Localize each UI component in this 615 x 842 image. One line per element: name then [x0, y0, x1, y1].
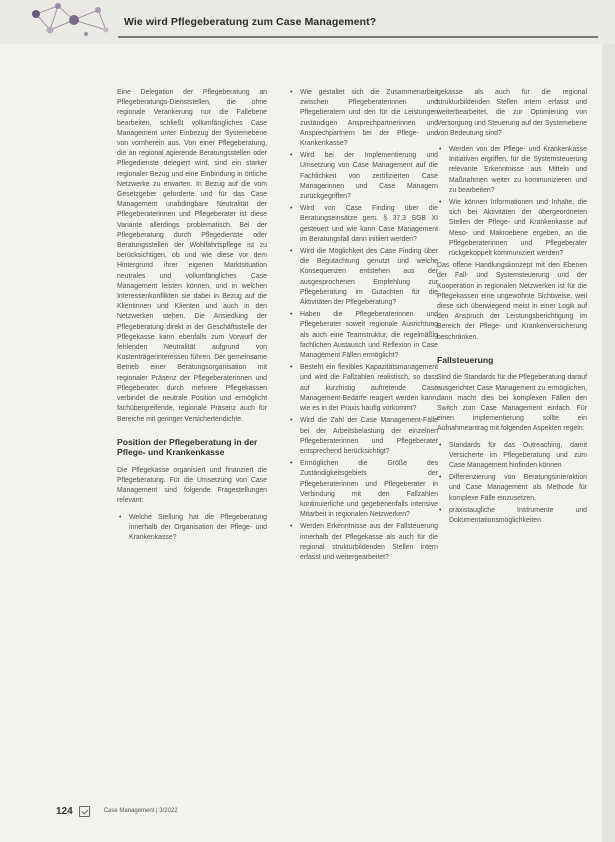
text-column-2 — [288, 88, 438, 565]
journal-logo-icon — [79, 806, 90, 817]
body-paragraph: Das offene Handlungskonzept mit den Ebenen der Fall- und Systemsteuerung und der Kooperation in regionalen Netzwerken ist für die Pflegekassen eine ungewohnte Sichtweise, weil diese sich überwiegend meist in einer Logik auf den Anspruch der Leistungsberichtigung im Bereich der Pflege- und Krankenversicherung beschränken. — [437, 262, 587, 341]
list-item: • Haben die Pflegeberaterinnen und Pflegeberater soweit regionale Ausrichtung als auch eine Teamstruktur, die regelmäßig fachlichen Austausch und Reflexion in Case Management Fällen ermöglicht? — [290, 311, 438, 360]
bullet-icon: • — [119, 513, 122, 521]
bullet-icon: • — [290, 89, 293, 96]
bullet-icon: • — [290, 248, 293, 256]
list-item: • Wird bei der Implementierung und Umsetzung von Case Management auf die Fachlichkeit von zertifizierten Case Managerinnen und Case Managern zurückgegriffen? — [290, 152, 438, 201]
bullet-icon: • — [290, 205, 293, 213]
list-item: • Werden von der Pflege- und Krankenkasse Initiativen ergriffen, für die Systemsteuerung relevante Erkenntnisse aus Mitteln und Maßnahmen weiter zu kommunizieren und zu bearbeiten? — [439, 146, 587, 194]
page-header-title: Wie wird Pflegeberatung zum Case Management? — [124, 16, 377, 28]
list-item: • Wird die Möglichkeit des Case Finding über die Begutachtung genutzt und welche Konsequenzen entstehen aus der ausgesprochenen Empfehlung zur Pflegeberatung im Gutachten für die Aktivitäten der Pflegeberatung? — [290, 248, 438, 307]
bullet-icon: • — [290, 311, 293, 319]
continued-paragraph: gekasse als auch für die regional strukturbildenden Stellen intern erfasst und weiterbearbeitet, die zur Optimierung von Versorgung und Steuerung auf der Systemebene von Bedeutung sind? — [437, 89, 587, 137]
list-item: • Ermöglichen die Größe des Zuständigkeitsgebiets der Pflegeberaterinnen und Pflegeberater in Verbindung mit den Fallzahlen kontinuierliche und gegebenenfalls intensive Mitarbeit in regionalen Netzwerken? — [290, 460, 438, 519]
list-item: • Welche Stellung hat die Pflegeberatung innerhalb der Organisation der Pflege- und Krankenkasse? — [119, 513, 267, 541]
molecule-logo-icon — [28, 0, 112, 42]
bullet-list — [437, 145, 587, 259]
body-paragraph: Sind die Standards für die Pflegeberatung darauf ausgerichtet Case Management zu ermöglichen, dann macht dies bei komplexen Fällen den Switch zum Case Management einfach. Für einen implementierung sollte ein Aufnahmeantrag mit folgenden Aspekten regeln: — [437, 374, 587, 433]
right-margin-band — [602, 44, 615, 842]
header-divider — [118, 36, 598, 38]
journal-name: Case Management | 3/2022 — [103, 808, 178, 814]
bullet-icon: • — [439, 474, 442, 482]
list-item: • Wie gestaltet sich die Zusammenarbeit zwischen Pflegeberaterinnen und Pflegeberatern und den für die Leistungen zuständigen Ansprechpartnerinnen und Ansprechpartnern bei der Pflege- und Krankenkasse? — [290, 89, 438, 148]
bullet-icon: • — [290, 523, 293, 531]
section-heading: Position der Pflegeberatung in der Pflege- und Krankenkasse — [117, 436, 258, 458]
body-paragraph: Die Pflegekasse organisiert und finanziert die Pflegeberatung. Für die Umsetzung von Case Management sind folgende Fragestellungen relevant: — [117, 466, 267, 505]
list-item: • Werden Erkenntnisse aus der Fallsteuerung innerhalb der Pflegekasse als auch für die regional strukturbildenden Stellen intern erfasst und weitergearbeitet? — [290, 523, 438, 561]
list-item: • Wird von Case Finding über die Beratungseinsätze gem. § 37.3 SGB XI gesteuert und wie kann Case Management im Beratungsfall dann initiiert werden? — [290, 205, 438, 243]
bullet-icon: • — [439, 146, 442, 154]
bullet-icon: • — [439, 199, 442, 207]
bullet-icon: • — [439, 441, 442, 449]
list-item: • Besteht ein flexibles Kapazitätsmanagement und wird die Fallzahlen realistisch, so dass auf kurzfristig auftretende Case Management-Bedarfe reagiert werden kann, wie es in der Praxis häufig vorkommt? — [290, 364, 438, 413]
bullet-list — [288, 88, 438, 563]
bullet-list — [437, 441, 587, 527]
body-paragraph: Eine Delegation der Pflegeberatung an Pflegeberatungs-Dienststellen, die ohne regionale Verankerung nur die Fallebene bearbeiten, schließt vollumfängliches Case Management unter Einbezug der Systemebene von vornherein aus. Von einer Pflegeberatung, die an regional agierende Beratungsstellen oder Pflegedienste delegiert wird, sind ein starker regionaler Bezug und eine Einbindung in örtliche Netzwerke zu erwarten. In Bezug auf die vom Gesetzgeber geforderte und für das Case Management unabdingbare Neutralität der Pflegeberaterinnen und Pflegeberater ist diese Variante allerdings problematisch. Bei der Pflegeberatung durch Pflegedienste oder Beratungsstellen der Wohlfahrtspflege ist zu berücksichtigen, ob und wie diese vor dem Hintergrund ihrer eigenen Marktsituation neutrales und vollumfängliches Case Management leisten können, und in welchen Interessenkonflikten sie dabei in Bezug auf die Klientinnen und Klienten und auch in den Netzwerken stehen. Die Ansiedlung der Pflegeberatung direkt in der Geschäftsstelle der Pflegekasse kann ebenfalls zum Vorwurf der fehlenden Neutralität aufgrund von Kostenträgerinteressen führen. Der gemeinsame Betrieb einer Beratungsorganisation mit regionaler Präsenz der Pflegeberaterinnen und Pflegeberater durch mehrere Pflegekassen verbindet die neutrale Position und ermöglicht fachübergreifende, regionale Präsenz auch für Bereiche mit geringer Versichertendichte. — [117, 89, 267, 423]
list-item: • praxistaugliche Instrumente und Dokumentationsmöglichkeiten — [439, 506, 587, 525]
text-column-1 — [117, 88, 267, 545]
bullet-list — [117, 513, 267, 544]
text-column-3 — [437, 88, 587, 528]
bullet-icon: • — [290, 460, 293, 468]
list-item: • Standards für das Outreaching, damit Versicherte im Pflegeberatung und zum Case Management hinfinden können — [439, 441, 587, 469]
page-footer — [56, 804, 178, 818]
bullet-icon: • — [290, 152, 293, 160]
list-item: • Wie können Informationen und Inhalte, die sich bei Aktivitäten der übergeordneten Stellen der Pflege- und Krankenkasse auf Meso- und Makroebene ergeben, an die Pflegeberaterinnen und Pflegeberater rückgekoppelt kommuniziert werden? — [439, 199, 587, 258]
list-item: • Wird die Zahl der Case Management-Fälle bei der Arbeitsbelastung der einzelnen Pflegeberaterinnen und Pflegeberater entsprechend berücksichtigt? — [290, 417, 438, 455]
section-heading: Fallsteuerung — [437, 354, 494, 365]
bullet-icon: • — [290, 364, 293, 372]
bullet-icon: • — [439, 506, 442, 514]
bullet-icon: • — [290, 417, 293, 425]
page-number: 124 — [56, 805, 73, 817]
list-item: • Differenzierung von Beratungsinteraktion und Case Management als Methode für komplexe Fälle einzusetzen, — [439, 474, 587, 502]
